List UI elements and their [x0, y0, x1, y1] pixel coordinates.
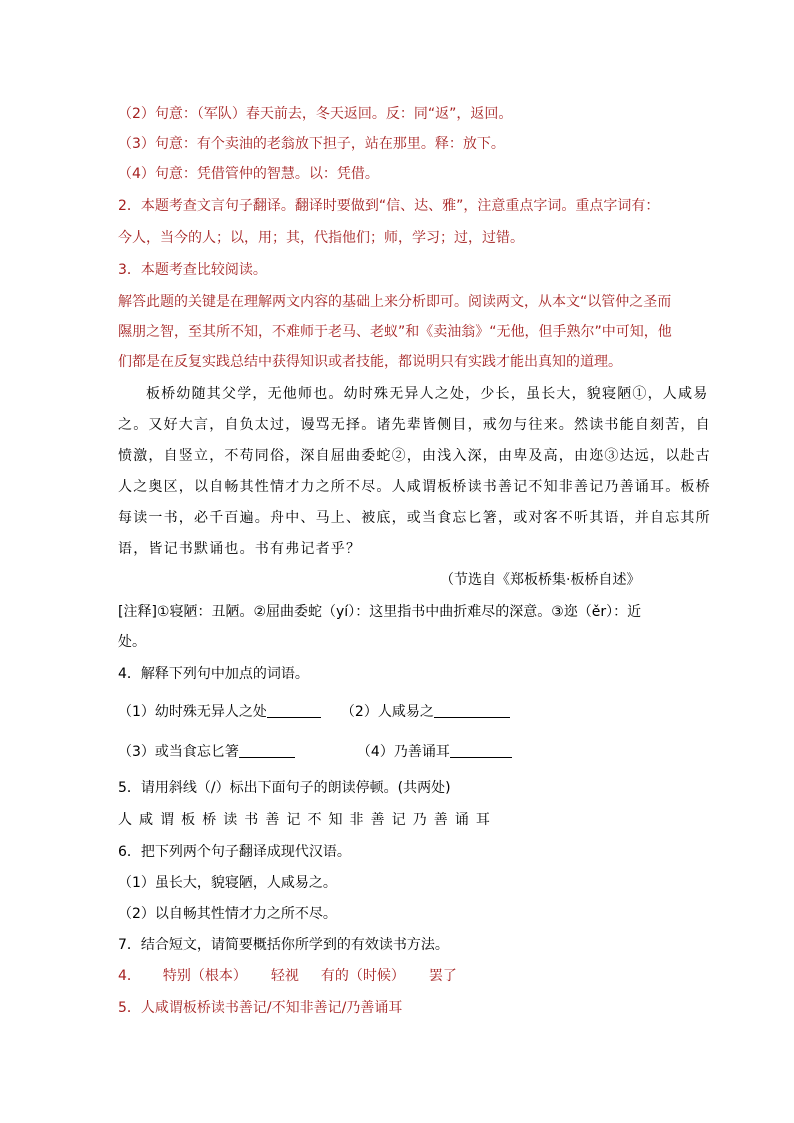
notes-line1: [注释]①寝陋：丑陋。②屈曲委蛇（yí）：这里指书中曲折难尽的深意。③迩（ěr）：近 — [118, 604, 642, 620]
answer-q2-line2: 今人，当今的人；以，用；其，代指他们；师，学习；过，过错。 — [118, 230, 524, 246]
question-4-row2 — [118, 742, 512, 762]
answer-5: 5．人咸谓板桥读书善记/不知非善记/乃善诵耳 — [118, 1000, 403, 1016]
answer-4-item: 有的（时候） — [320, 968, 405, 984]
question-6-title: 6．把下列两个句子翻译成现代汉语。 — [118, 844, 351, 860]
answer-4-item: 轻视 — [270, 968, 299, 984]
answer-4: （4）句意：凭借管仲的智慧。以：凭借。 — [118, 166, 379, 182]
answer-q3-line1: 解答此题的关键是在理解两文内容的基础上来分析即可。阅读两文，从本文“以管仲之圣而 — [118, 294, 672, 310]
question-4-item-4: （4）乃善诵耳 — [356, 744, 450, 760]
notes-line2: 处。 — [118, 634, 146, 650]
answer-q3-line2: 隰朋之智，至其所不知，不难师于老马、老蚁”和《卖油翁》“无他，但手熟尔”中可知，他 — [118, 324, 672, 340]
question-7-title: 7．结合短文，请简要概括你所学到的有效读书方法。 — [118, 937, 449, 953]
question-5-title: 5．请用斜线（/）标出下面句子的朗读停顿。(共两处) — [118, 780, 451, 796]
question-6-item-1: （1）虽长大，貌寝陋，人咸易之。 — [118, 875, 337, 891]
question-4-title: 4．解释下列句中加点的词语。 — [118, 666, 309, 682]
question-6-item-2: （2）以自畅其性情才力之所不尽。 — [118, 906, 337, 922]
passage-line: 人之奥区，以自畅其性情才力之所不尽。人咸谓板桥读书善记不知非善记乃善诵耳。板桥 — [118, 479, 711, 495]
answer-4-item: 罢了 — [428, 968, 457, 984]
answer-4-row — [118, 966, 457, 986]
question-4-item-3: （3）或当食忘匕箸 — [118, 744, 239, 760]
answer-q3-title: 3．本题考查比较阅读。 — [118, 262, 267, 278]
answer-q3-line3: 们都是在反复实践总结中获得知识或者技能，都说明只有实践才能出真知的道理。 — [118, 354, 622, 370]
passage-line: 愤激，自竖立，不苟同俗，深自屈曲委蛇②，由浅入深，由卑及高，由迩③达远，以赴古 — [118, 448, 711, 464]
answer-blank-3[interactable] — [239, 743, 295, 758]
passage-line: 之。又好大言，自负太过，谩骂无择。诸先辈皆侧目，戒勿与往来。然读书能自刻苦，自 — [118, 417, 711, 433]
question-4-item-2: （2）人咸易之 — [340, 704, 434, 720]
answer-4-item: 特别（根本） — [162, 968, 247, 984]
passage-source: （节选自《郑板桥集·板桥自述》 — [440, 572, 641, 588]
answer-blank-4[interactable] — [450, 743, 512, 758]
answer-2: （2）句意：（军队）春天前去，冬天返回。反：同“返”，返回。 — [118, 106, 513, 122]
question-4-item-1: （1）幼时殊无异人之处 — [118, 704, 267, 720]
question-5-sentence: 人 咸 谓 板 桥 读 书 善 记 不 知 非 善 记 乃 善 诵 耳 — [118, 812, 492, 828]
passage-line: 每读一书，必千百遍。舟中、马上、被底，或当食忘匕箸，或对客不听其语，并自忘其所 — [118, 510, 711, 526]
answer-4-number: 4． — [118, 968, 141, 984]
passage-line: 板桥幼随其父学，无他师也。幼时殊无异人之处，少长，虽长大，貌寝陋①，人咸易 — [146, 386, 709, 402]
answer-3: （3）句意：有个卖油的老翁放下担子，站在那里。释：放下。 — [118, 136, 505, 152]
answer-blank-2[interactable] — [434, 703, 510, 718]
passage-line: 语，皆记书默诵也。书有弗记者乎？ — [118, 541, 362, 557]
answer-blank-1[interactable] — [267, 703, 321, 718]
question-4-row1 — [118, 702, 510, 722]
answer-q2-line1: 2．本题考查文言句子翻译。翻译时要做到“信、达、雅”，注意重点字词。重点字词有： — [118, 198, 660, 214]
